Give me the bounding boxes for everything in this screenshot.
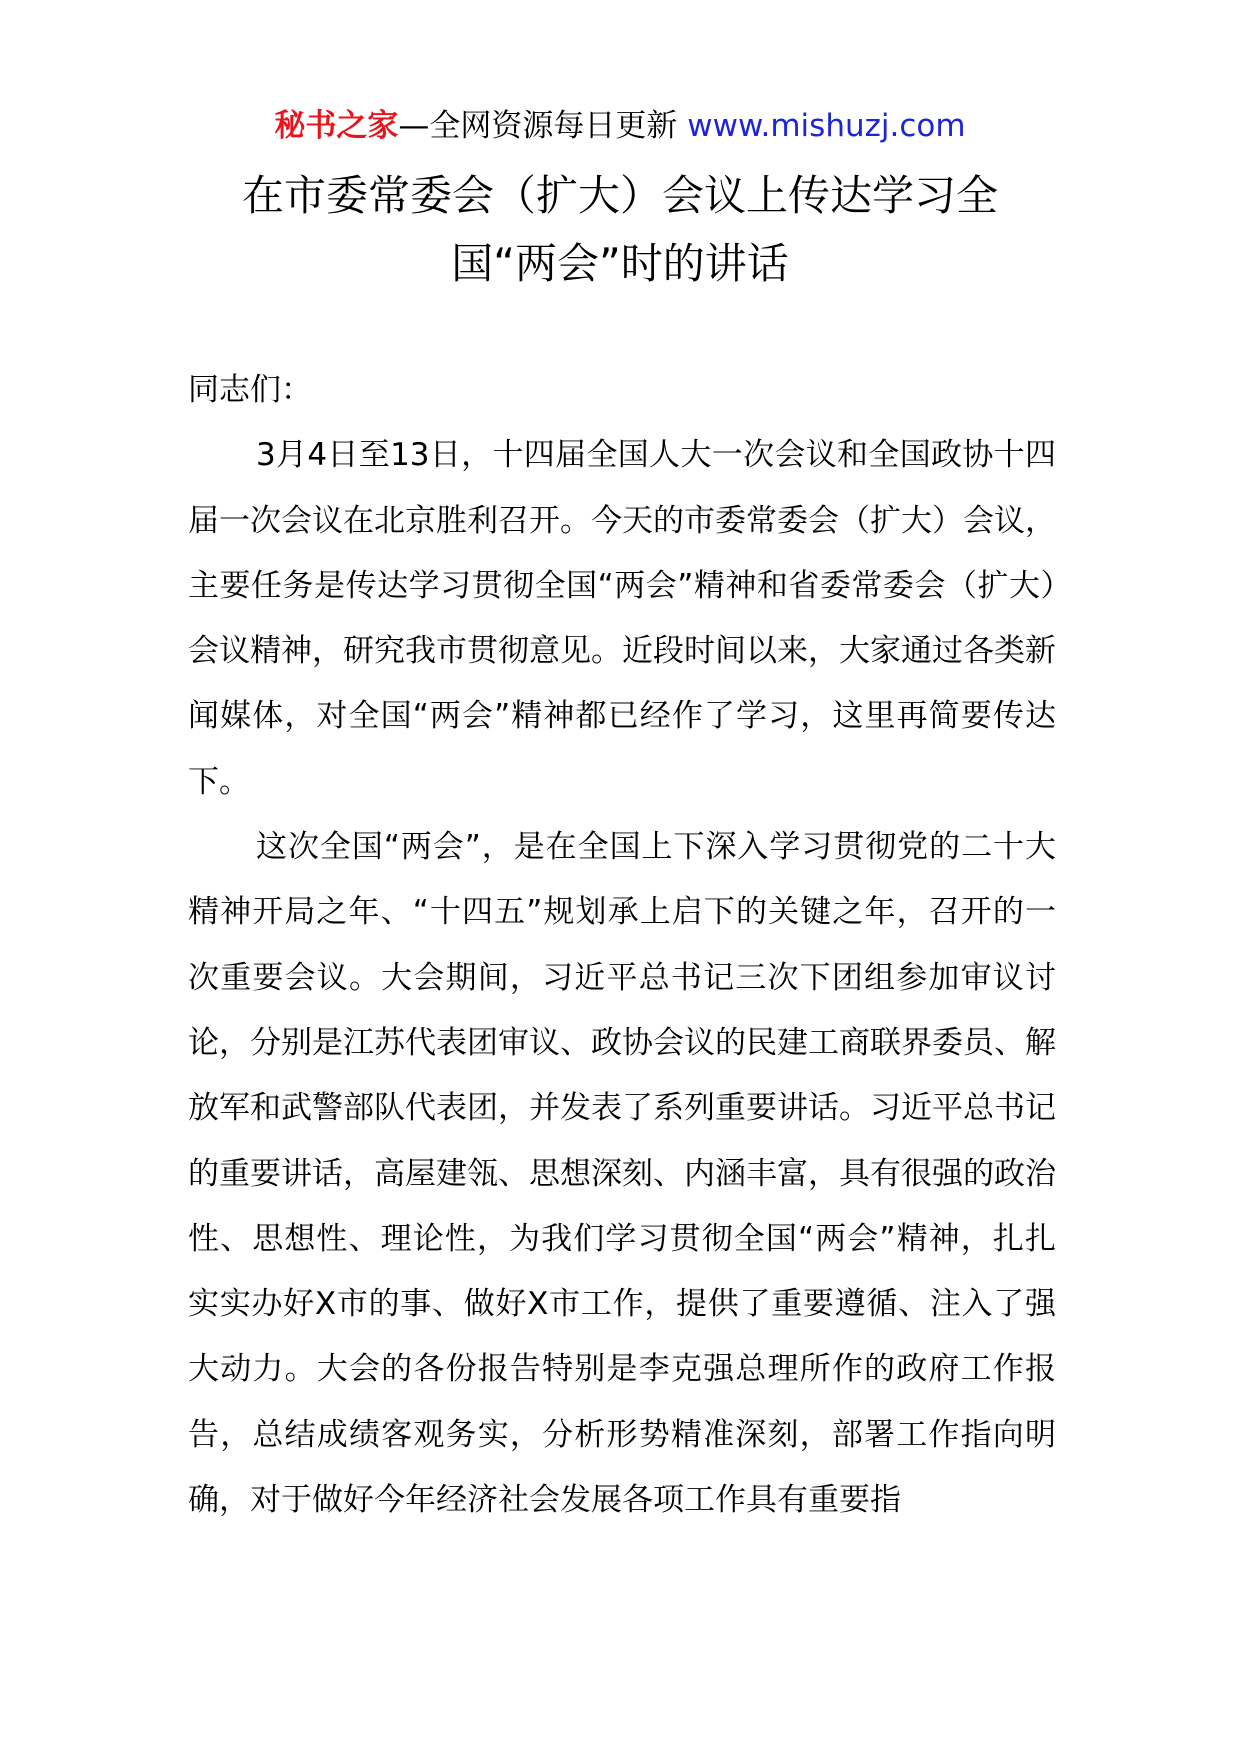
brand-name: 秘书之家 — [274, 108, 399, 144]
document-body — [188, 358, 1056, 1533]
paragraph-1: 3月4日至13日，十四届全国人大一次会议和全国政协十四届一次会议在北京胜利召开。今天的市委常委会（扩大）会议，主要任务是传达学习贯彻全国“两会”精神和省委常委会（扩大）会议精神，研究我市贯彻意见。近段时间以来，大家通过各类新闻媒体，对全国“两会”精神都已经作了学习，这里再简要传达下。 — [188, 437, 1056, 800]
title-line-1: 在市委常委会（扩大）会议上传达学习全 — [241, 171, 998, 220]
site-header — [0, 104, 1240, 148]
document-title — [180, 162, 1060, 298]
header-tagline: —全网资源每日更新 — [398, 108, 688, 144]
site-url-link[interactable]: www.mishuzj.com — [687, 108, 966, 144]
title-line-2: 国“两会”时的讲话 — [451, 239, 789, 288]
greeting: 同志们： — [188, 372, 312, 408]
paragraph-2: 这次全国“两会”，是在全国上下深入学习贯彻党的二十大精神开局之年、“十四五”规划承上启下的关键之年，召开的一次重要会议。大会期间，习近平总书记三次下团组参加审议讨论，分别是江苏代表团审议、政协会议的民建工商联界委员、解放军和武警部队代表团，并发表了系列重要讲话。习近平总书记的重要讲话，高屋建瓴、思想深刻、内涵丰富，具有很强的政治性、思想性、理论性，为我们学习贯彻全国“两会”精神，扎扎实实办好X市的事、做好X市工作，提供了重要遵循、注入了强大动力。大会的各份报告特别是李克强总理所作的政府工作报告，总结成绩客观务实，分析形势精准深刻，部署工作指向明确，对于做好今年经济社会发展各项工作具有重要指 — [188, 829, 1056, 1519]
